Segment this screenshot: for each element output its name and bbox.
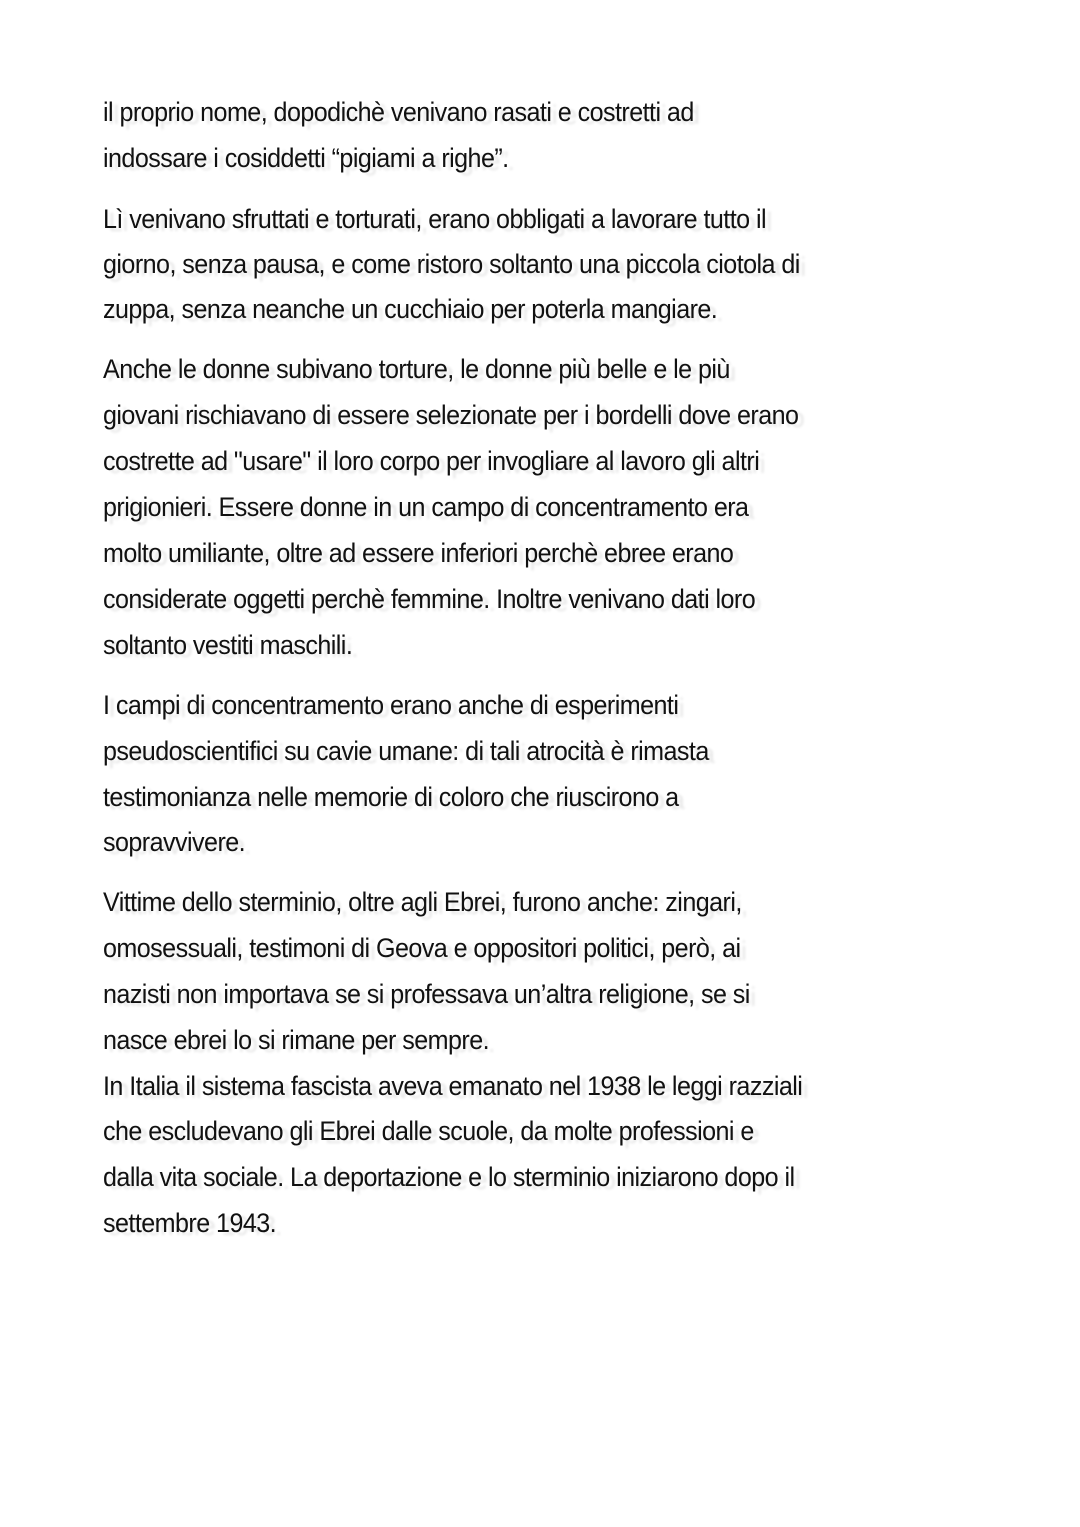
text-line: settembre 1943. xyxy=(103,1208,277,1238)
text-line: Lì venivano sfruttati e torturati, erano obbligati a lavorare tutto il xyxy=(103,204,767,234)
text-line: costrette ad "usare" il loro corpo per invogliare al lavoro gli altri xyxy=(103,446,760,476)
text-line: soltanto vestiti maschili. xyxy=(103,630,353,660)
text-line: giovani rischiavano di essere selezionate per i bordelli dove erano xyxy=(103,400,799,430)
text-line: considerate oggetti perchè femmine. Inoltre venivano dati loro xyxy=(103,584,756,614)
text-line: I campi di concentramento erano anche di esperimenti xyxy=(103,690,679,720)
text-line: zuppa, senza neanche un cucchiaio per poterla mangiare. xyxy=(103,294,718,324)
text-line: In Italia il sistema fascista aveva emanato nel 1938 le leggi razziali xyxy=(103,1071,803,1101)
text-line: indossare i cosiddetti “pigiami a righe”. xyxy=(103,143,509,173)
text-line: testimonianza nelle memorie di coloro che riuscirono a xyxy=(103,782,679,812)
text-line: pseudoscientifici su cavie umane: di tali atrocità è rimasta xyxy=(103,736,709,766)
text-line: giorno, senza pausa, e come ristoro soltanto una piccola ciotola di xyxy=(103,249,800,279)
text-line: dalla vita sociale. La deportazione e lo sterminio iniziarono dopo il xyxy=(103,1162,795,1192)
text-line: Vittime dello sterminio, oltre agli Ebrei, furono anche: zingari, xyxy=(103,887,742,917)
text-line: omosessuali, testimoni di Geova e oppositori politici, però, ai xyxy=(103,933,741,963)
text-line: il proprio nome, dopodichè venivano rasati e costretti ad xyxy=(103,97,694,127)
text-line: sopravvivere. xyxy=(103,827,246,857)
text-line: molto umiliante, oltre ad essere inferiori perchè ebree erano xyxy=(103,538,734,568)
text-line: prigionieri. Essere donne in un campo di concentramento era xyxy=(103,492,749,522)
text-line: Anche le donne subivano torture, le donne più belle e le più xyxy=(103,354,730,384)
text-line: nazisti non importava se si professava un’altra religione, se si xyxy=(103,979,750,1009)
text-line: nasce ebrei lo si rimane per sempre. xyxy=(103,1025,490,1055)
text-line: che escludevano gli Ebrei dalle scuole, da molte professioni e xyxy=(103,1116,754,1146)
